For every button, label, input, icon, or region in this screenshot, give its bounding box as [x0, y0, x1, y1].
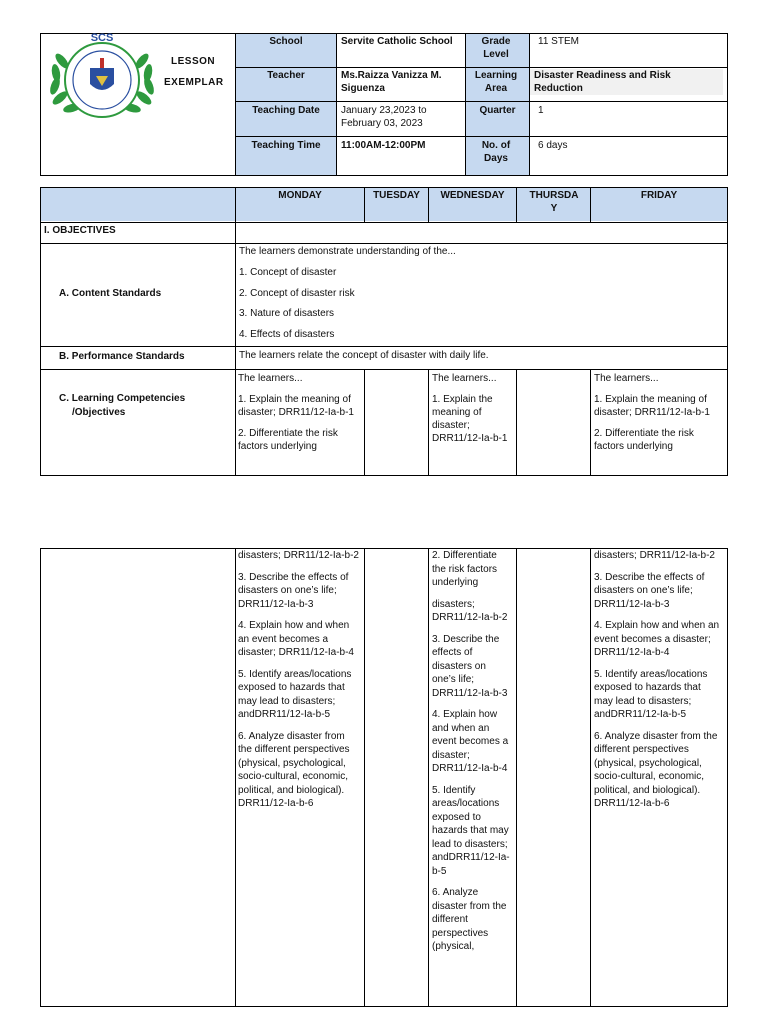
competency-item: 3. Describe the effects of disasters on one’s life; DRR11/12-Ia-b-3 — [238, 571, 349, 610]
content-standards-label: A. Content Standards — [59, 288, 162, 299]
document-title-line2: EXEMPLAR — [164, 77, 224, 88]
competency-item: disasters; DRR11/12-Ia-b-2 — [594, 550, 715, 561]
competency-item: 1. Explain the meaning of disaster; DRR11/12-Ia-b-1 — [238, 394, 354, 418]
competency-item: 1. Explain the meaning of disaster; DRR11/12-Ia-b-1 — [432, 394, 508, 444]
day-header-wednesday: WEDNESDAY — [440, 190, 505, 201]
teaching-date-label: Teaching Date — [252, 105, 320, 116]
content-standard-item: 3. Nature of disasters — [239, 308, 335, 319]
quarter-label: Quarter — [479, 105, 516, 116]
objectives-label: I. OBJECTIVES — [44, 225, 116, 236]
competency-item: 5. Identify areas/locations exposed to hazards that may lead to disasters; andDRR11/12-Ia-b-5 — [594, 668, 708, 720]
competency-item: 3. Describe the effects of disasters on one’s life; DRR11/12-Ia-b-3 — [432, 633, 508, 699]
days-label: No. of Days — [481, 140, 511, 164]
school-value: Servite Catholic School — [341, 36, 453, 47]
competency-item: The learners... — [594, 373, 659, 384]
competency-item: disasters; DRR11/12-Ia-b-2 — [432, 598, 508, 623]
competency-item: 5. Identify areas/locations exposed to hazards that may lead to disasters; andDRR11/12-Ia-b-5 — [238, 668, 352, 720]
day-header-monday: MONDAY — [278, 190, 322, 201]
competency-item: 4. Explain how and when an event becomes a disaster; DRR11/12-Ia-b-4 — [594, 620, 720, 658]
days-value: 6 days — [538, 140, 568, 151]
competency-item: 1. Explain the meaning of disaster; DRR11/12-Ia-b-1 — [594, 394, 710, 418]
competency-item: 6. Analyze disaster from the different perspectives (physical, psychological, socio-cultural, economic, political, and biological). DRR11/12-Ia-b-6 — [594, 730, 718, 809]
competencies-label-line2: /Objectives — [72, 407, 126, 418]
day-header-tuesday: TUESDAY — [373, 190, 420, 201]
teacher-label: Teacher — [267, 70, 305, 81]
competencies-label-line1: C. Learning Competencies — [59, 393, 186, 404]
learning-area-value: Disaster Readiness and Risk Reduction — [534, 70, 671, 94]
day-header-friday: FRIDAY — [640, 190, 678, 201]
school-label: School — [269, 36, 303, 47]
teaching-time-value: 11:00AM-12:00PM — [341, 140, 426, 151]
grade-value: 11 STEM — [538, 36, 579, 47]
competency-item: 5. Identify areas/locations exposed to hazards that may lead to disasters; andDRR11/12-Ia-b-5 — [432, 784, 510, 877]
competency-item: 6. Analyze disaster from the different perspectives (physical, psychological, socio-cultural, economic, political, and biological). DRR11/12-Ia-b-6 — [238, 730, 350, 809]
competencies-wednesday — [432, 372, 514, 453]
document-title-line1: LESSON — [171, 56, 216, 67]
grade-label: Grade Level — [481, 36, 511, 60]
performance-standards-text: The learners relate the concept of disaster with daily life. — [239, 350, 489, 361]
competency-item: 2. Differentiate the risk factors underlying — [594, 428, 694, 452]
competency-item: 3. Describe the effects of disasters on one’s life; DRR11/12-Ia-b-3 — [594, 571, 705, 610]
performance-standards-label: B. Performance Standards — [59, 351, 185, 362]
content-standard-item: 2. Concept of disaster risk — [239, 288, 355, 299]
continuation-monday — [238, 549, 360, 819]
competencies-monday — [238, 372, 360, 461]
continuation-wednesday — [432, 549, 512, 962]
competency-item: The learners... — [238, 373, 303, 384]
teacher-value: Ms.Raizza Vanizza M. Siguenza — [341, 70, 442, 94]
competency-item: disasters; DRR11/12-Ia-b-2 — [238, 550, 359, 561]
quarter-value: 1 — [538, 105, 544, 116]
content-standards-intro: The learners demonstrate understanding of the... — [239, 246, 456, 257]
teaching-date-value: January 23,2023 to February 03, 2023 — [341, 105, 427, 129]
competency-item: 4. Explain how and when an event becomes a disaster; DRR11/12-Ia-b-4 — [432, 709, 509, 774]
learning-area-label: Learning Area — [474, 70, 518, 94]
competencies-friday — [594, 372, 722, 461]
logo-top-text: SCS — [90, 32, 114, 44]
competency-item: 6. Analyze disaster from the different perspectives (physical, — [432, 887, 507, 952]
day-header-thursday: THURSDA Y — [529, 190, 579, 214]
teaching-time-label: Teaching Time — [251, 140, 321, 151]
school-logo — [46, 32, 158, 122]
content-standard-item: 1. Concept of disaster — [239, 267, 337, 278]
continuation-friday — [594, 549, 722, 819]
competency-item: 4. Explain how and when an event becomes a disaster; DRR11/12-Ia-b-4 — [238, 620, 354, 658]
competency-item: The learners... — [432, 373, 497, 384]
competency-item: 2. Differentiate the risk factors underlying — [238, 428, 338, 452]
competency-item: 2. Differentiate the risk factors underlying — [432, 550, 498, 588]
content-standard-item: 4. Effects of disasters — [239, 329, 335, 340]
